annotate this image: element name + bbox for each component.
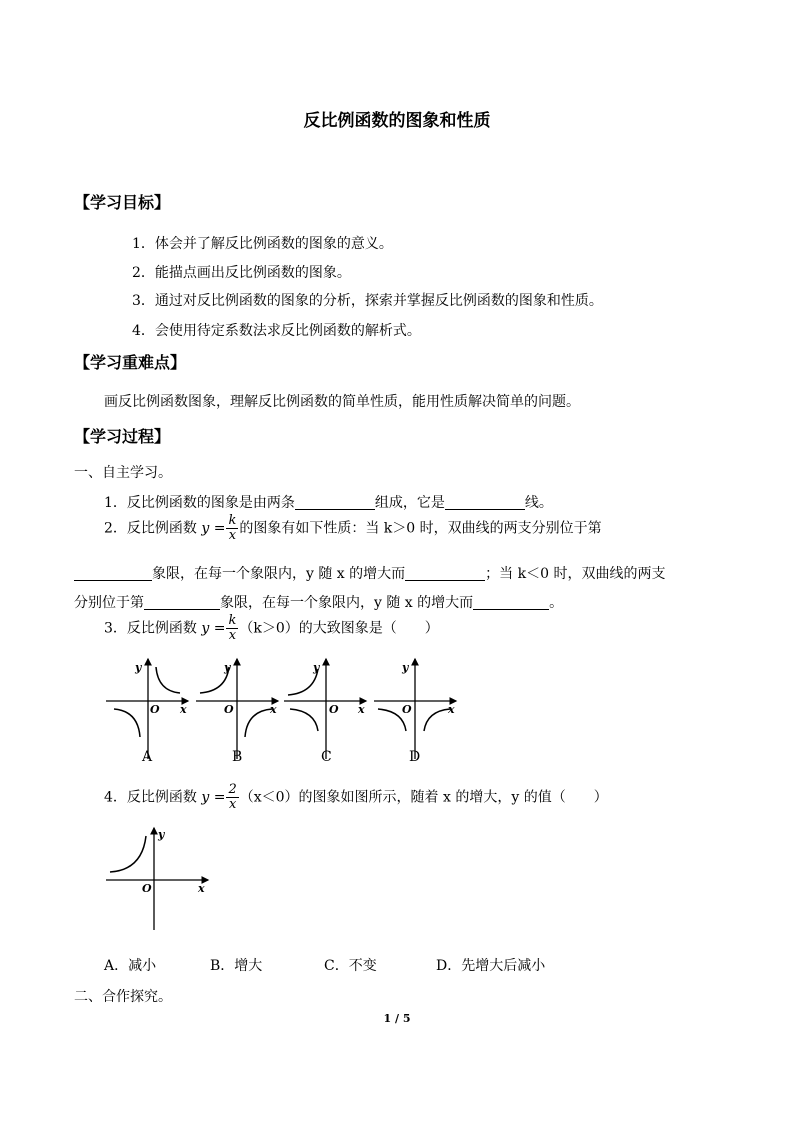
q2-blank-3[interactable]	[144, 594, 220, 610]
question-4	[104, 783, 608, 812]
q3-text-a: 3．反比例函数	[104, 620, 197, 637]
objectives-heading: 【学习目标】	[74, 193, 171, 212]
q2-text-e: 分别位于第	[74, 595, 144, 611]
frac-numerator-2: 2	[228, 782, 237, 797]
q3-text-b: （k＞0）的大致图象是（ ）	[239, 620, 439, 637]
graph-a-x-label: x	[180, 703, 187, 716]
curve-b-q4	[245, 709, 272, 737]
objective-1: 1．体会并了解反比例函数的图象的意义。	[132, 236, 393, 252]
q2-text-f: 象限，在每一个象限内，y 随 x 的增大而	[220, 595, 474, 611]
difficulties-text: 画反比例函数图象，理解反比例函数的简单性质，能用性质解决简单的问题。	[104, 394, 580, 410]
q3-formula-y: y =	[201, 620, 226, 637]
curve-a-q1	[156, 667, 180, 693]
q2-blank-1[interactable]	[74, 565, 152, 581]
graph-a-y-label: y	[135, 661, 142, 674]
q2-blank-4[interactable]	[473, 594, 549, 610]
graph-a-origin: O	[150, 703, 160, 716]
page-title: 反比例函数的图象和性质	[303, 111, 491, 131]
frac-numerator-k: k	[228, 613, 237, 628]
process-heading: 【学习过程】	[74, 427, 171, 446]
question-1	[104, 492, 553, 512]
graph-b	[196, 659, 278, 765]
frac-numerator-k: k	[228, 513, 237, 528]
graph-d	[374, 659, 456, 765]
frac-denominator-x: x	[228, 528, 237, 543]
frac-denominator-x: x	[228, 797, 237, 812]
question-2-line-3	[74, 592, 563, 612]
q1-text-c: 线。	[524, 495, 553, 511]
curve-c-q3	[290, 709, 318, 731]
part2-heading: 二、合作探究。	[74, 989, 172, 1005]
q4-formula-frac	[226, 783, 238, 812]
q2-text-b: 的图象有如下性质：当 k＞0 时，双曲线的两支分别位于第	[239, 520, 602, 537]
q4-option-c[interactable]: C．不变	[324, 958, 377, 974]
q1-text-b: 组成，它是	[374, 495, 445, 511]
question-2-line-1	[104, 514, 602, 543]
graph-b-x-label: x	[270, 703, 277, 716]
q2-text-c: 象限，在每一个象限内，y 随 x 的增大而	[152, 566, 406, 582]
q4-graph	[100, 824, 212, 934]
q4-option-b[interactable]: B．增大	[210, 958, 263, 974]
graph-c-y-label: y	[313, 661, 320, 674]
objective-4: 4．会使用待定系数法求反比例函数的解析式。	[132, 323, 421, 339]
q2-text-g: 。	[549, 595, 564, 611]
q1-blank-1[interactable]	[295, 494, 375, 510]
graph-c	[284, 659, 366, 765]
q1-text-a: 1．反比例函数的图象是由两条	[104, 495, 295, 511]
curve-d-q4	[424, 709, 450, 731]
graph-c-x-label: x	[358, 703, 365, 716]
q2-blank-2[interactable]	[405, 565, 485, 581]
graph-a-label: A	[142, 749, 153, 765]
frac-denominator-x: x	[228, 628, 237, 643]
graph-d-origin: O	[402, 703, 412, 716]
graph-d-label: D	[409, 749, 421, 765]
q2-formula-y: y =	[201, 520, 226, 537]
graph-b-label: B	[232, 749, 243, 765]
q4-origin: O	[142, 882, 152, 895]
q3-graphs	[100, 655, 460, 767]
q2-text-a: 2．反比例函数	[104, 520, 197, 537]
graph-d-x-label: x	[448, 703, 455, 716]
question-3	[104, 614, 439, 643]
graph-b-origin: O	[224, 703, 234, 716]
objective-2: 2．能描点画出反比例函数的图象。	[132, 265, 351, 281]
q4-text-a: 4．反比例函数	[104, 789, 197, 806]
q4-option-a[interactable]: A．减小	[104, 958, 157, 974]
q2-formula-frac	[226, 514, 238, 543]
q4-x-label: x	[198, 882, 205, 895]
graph-b-y-label: y	[224, 661, 231, 674]
objective-3: 3．通过对反比例函数的图象的分析，探索并掌握反比例函数的图象和性质。	[132, 293, 603, 309]
q2-text-d: ；当 k＜0 时，双曲线的两支	[485, 566, 666, 582]
q4-y-label: y	[158, 828, 165, 841]
question-2-line-2	[74, 563, 665, 583]
q4-text-b: （x＜0）的图象如图所示，随着 x 的增大，y 的值（ ）	[239, 789, 608, 806]
graph-c-origin: O	[329, 703, 339, 716]
curve-a-q3	[114, 709, 140, 737]
part1-heading: 一、自主学习。	[74, 465, 172, 481]
q3-formula-frac	[226, 614, 238, 643]
q4-curve	[110, 836, 146, 872]
graph-a	[106, 659, 188, 765]
q1-blank-2[interactable]	[445, 494, 525, 510]
difficulties-heading: 【学习重难点】	[74, 353, 187, 372]
page-number: 1 / 5	[383, 1012, 411, 1025]
q4-formula-y: y =	[201, 789, 226, 806]
graph-d-y-label: y	[402, 661, 409, 674]
q4-option-d[interactable]: D．先增大后减小	[436, 958, 546, 974]
graph-c-label: C	[321, 749, 332, 765]
